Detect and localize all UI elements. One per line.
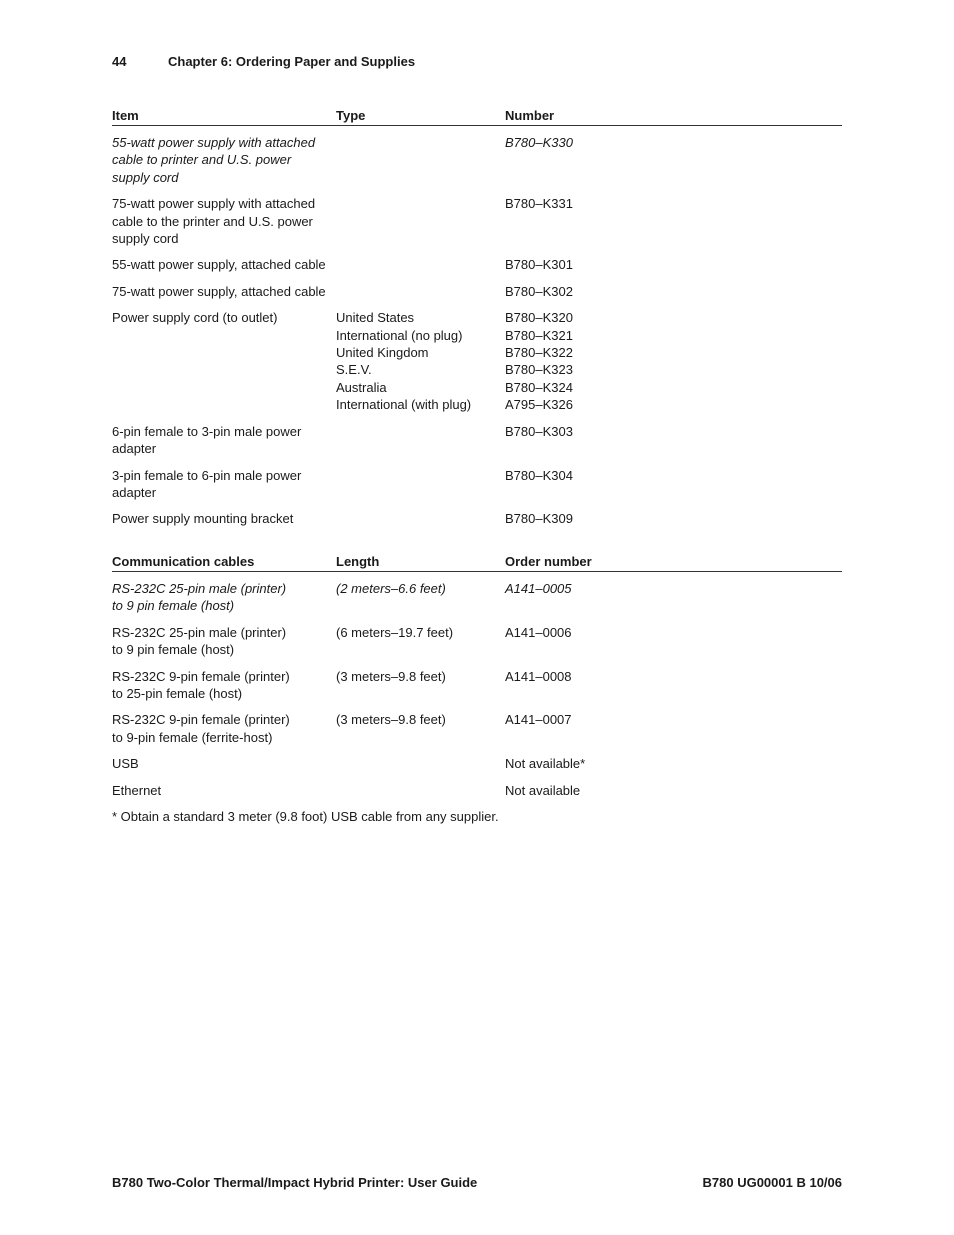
table-cell-item <box>112 187 336 248</box>
cell-line: RS-232C 9-pin female (printer) <box>112 668 290 684</box>
table-cell-number <box>505 572 842 616</box>
table-cell-type <box>336 774 505 800</box>
cell-line: Australia <box>336 379 387 395</box>
cell-line: to 25-pin female (host) <box>112 686 243 702</box>
footer-doc-id: B780 UG00001 B 10/06 <box>702 1175 842 1190</box>
cell-line: Ethernet <box>112 782 162 798</box>
cell-line: RS-232C 25-pin male (printer) <box>112 581 287 596</box>
page-number: 44 <box>112 54 127 69</box>
cell-line: Not available <box>505 782 581 798</box>
cell-line: cable to the printer and U.S. power <box>112 213 313 229</box>
table-cell-type <box>336 275 505 301</box>
cell-line: (6 meters–19.7 feet) <box>336 624 454 640</box>
cell-line: B780–K331 <box>505 196 573 212</box>
cell-line: supply cord <box>112 169 179 185</box>
cell-line: 3-pin female to 6-pin male power adapter <box>112 467 302 500</box>
table-cell-type <box>336 301 505 414</box>
cell-line: A141–0006 <box>505 624 572 640</box>
table-cell-type <box>336 660 505 704</box>
table-row <box>112 275 842 301</box>
table-cell-item <box>112 616 336 660</box>
cell-line: B780–K302 <box>505 283 573 299</box>
table-cell-item <box>112 774 336 800</box>
cell-line: A795–K326 <box>505 397 573 413</box>
table-cell-type <box>336 502 505 528</box>
cell-line: B780–K324 <box>505 379 573 395</box>
table-cell-type <box>336 415 505 459</box>
cell-line: B780–K320 <box>505 310 573 326</box>
cell-line: (2 meters–6.6 feet) <box>336 581 446 596</box>
table-cell-number <box>505 248 842 274</box>
table-cell-number <box>505 459 842 503</box>
table-cell-number <box>505 502 842 528</box>
power-supplies-table <box>112 108 842 529</box>
column-header-type: Type <box>336 108 505 126</box>
cell-line: B780–K309 <box>505 511 573 527</box>
table-header-row <box>112 554 842 572</box>
cell-line: B780–K301 <box>505 257 573 273</box>
cell-line: supply cord <box>112 231 179 247</box>
communication-cables-table <box>112 554 842 800</box>
cell-line: A141–0008 <box>505 668 572 684</box>
column-header-cable: Communication cables <box>112 554 336 572</box>
table-row <box>112 415 842 459</box>
cell-line: United Kingdom <box>336 345 429 361</box>
table-row <box>112 747 842 773</box>
table-body <box>112 126 842 529</box>
table-body <box>112 572 842 801</box>
cell-line: B780–K322 <box>505 345 573 361</box>
cell-line: cable to printer and U.S. power <box>112 152 292 168</box>
table-cell-type <box>336 187 505 248</box>
table-cell-item <box>112 415 336 459</box>
table-cell-number <box>505 703 842 747</box>
table-cell-item <box>112 301 336 414</box>
table-cell-type <box>336 616 505 660</box>
cell-line: to 9 pin female (host) <box>112 642 235 658</box>
cell-line: United States <box>336 310 415 326</box>
cell-line: B780–K323 <box>505 362 573 378</box>
table-cell-item <box>112 126 336 188</box>
cell-line: (3 meters–9.8 feet) <box>336 668 446 684</box>
cell-line: A141–0007 <box>505 712 572 728</box>
table-cell-type <box>336 703 505 747</box>
table-cell-number <box>505 415 842 459</box>
cell-line: 55-watt power supply with attached <box>112 135 316 150</box>
table-row <box>112 459 842 503</box>
cell-line: to 9-pin female (ferrite-host) <box>112 729 273 745</box>
table-cell-item <box>112 502 336 528</box>
table-row <box>112 126 842 188</box>
cell-line: 6-pin female to 3-pin male power adapter <box>112 423 302 457</box>
cell-line: B780–K304 <box>505 467 573 483</box>
table-row <box>112 703 842 747</box>
table-row <box>112 301 842 414</box>
table-row <box>112 660 842 704</box>
table-cell-item <box>112 248 336 274</box>
cell-line: RS-232C 9-pin female (printer) <box>112 712 290 728</box>
table-cell-number <box>505 301 842 414</box>
table-cell-type <box>336 126 505 188</box>
cell-line: Not available* <box>505 756 586 772</box>
cell-line: RS-232C 25-pin male (printer) <box>112 624 287 640</box>
column-header-order-number: Order number <box>505 554 842 572</box>
table-row <box>112 248 842 274</box>
page-header <box>112 54 415 69</box>
column-header-length: Length <box>336 554 505 572</box>
chapter-title: Chapter 6: Ordering Paper and Supplies <box>168 54 416 69</box>
cell-line: 75-watt power supply, attached cable <box>112 283 326 299</box>
cell-line: International (no plug) <box>336 327 463 343</box>
table-cell-item <box>112 703 336 747</box>
cell-line: Power supply mounting bracket <box>112 511 294 527</box>
table-cell-type <box>336 459 505 503</box>
cell-line: B780–K321 <box>505 327 573 343</box>
table-cell-item <box>112 660 336 704</box>
table-header-row <box>112 108 842 126</box>
cell-line: A141–0005 <box>505 581 572 596</box>
cell-line: 55-watt power supply, attached cable <box>112 257 326 273</box>
table-row <box>112 187 842 248</box>
table-cell-number <box>505 275 842 301</box>
cell-line: 75-watt power supply with attached <box>112 196 316 212</box>
cell-line: B780–K330 <box>505 135 573 150</box>
table-cell-item <box>112 459 336 503</box>
table-cell-number <box>505 660 842 704</box>
cell-line: USB <box>112 756 139 772</box>
cell-line: Power supply cord (to outlet) <box>112 310 278 326</box>
footer-title: B780 Two-Color Thermal/Impact Hybrid Printer: User Guide <box>112 1175 478 1190</box>
table-cell-number <box>505 126 842 188</box>
table-cell-type <box>336 248 505 274</box>
cell-line: to 9 pin female (host) <box>112 598 235 614</box>
table-cell-item <box>112 572 336 616</box>
table-cell-number <box>505 616 842 660</box>
table-cell-number <box>505 187 842 248</box>
table-row <box>112 502 842 528</box>
column-header-item: Item <box>112 108 336 126</box>
table-cell-item <box>112 747 336 773</box>
table-row <box>112 774 842 800</box>
table-cell-number <box>505 747 842 773</box>
table-cell-type <box>336 572 505 616</box>
table-row <box>112 616 842 660</box>
cell-line: International (with plug) <box>336 397 472 413</box>
column-header-number: Number <box>505 108 842 126</box>
table-row <box>112 572 842 616</box>
footnote: * Obtain a standard 3 meter (9.8 foot) USB cable from any supplier. <box>112 809 499 824</box>
table-cell-type <box>336 747 505 773</box>
table-cell-number <box>505 774 842 800</box>
cell-line: B780–K303 <box>505 423 573 439</box>
cell-line: S.E.V. <box>336 362 372 378</box>
cell-line: (3 meters–9.8 feet) <box>336 712 446 728</box>
table-cell-item <box>112 275 336 301</box>
